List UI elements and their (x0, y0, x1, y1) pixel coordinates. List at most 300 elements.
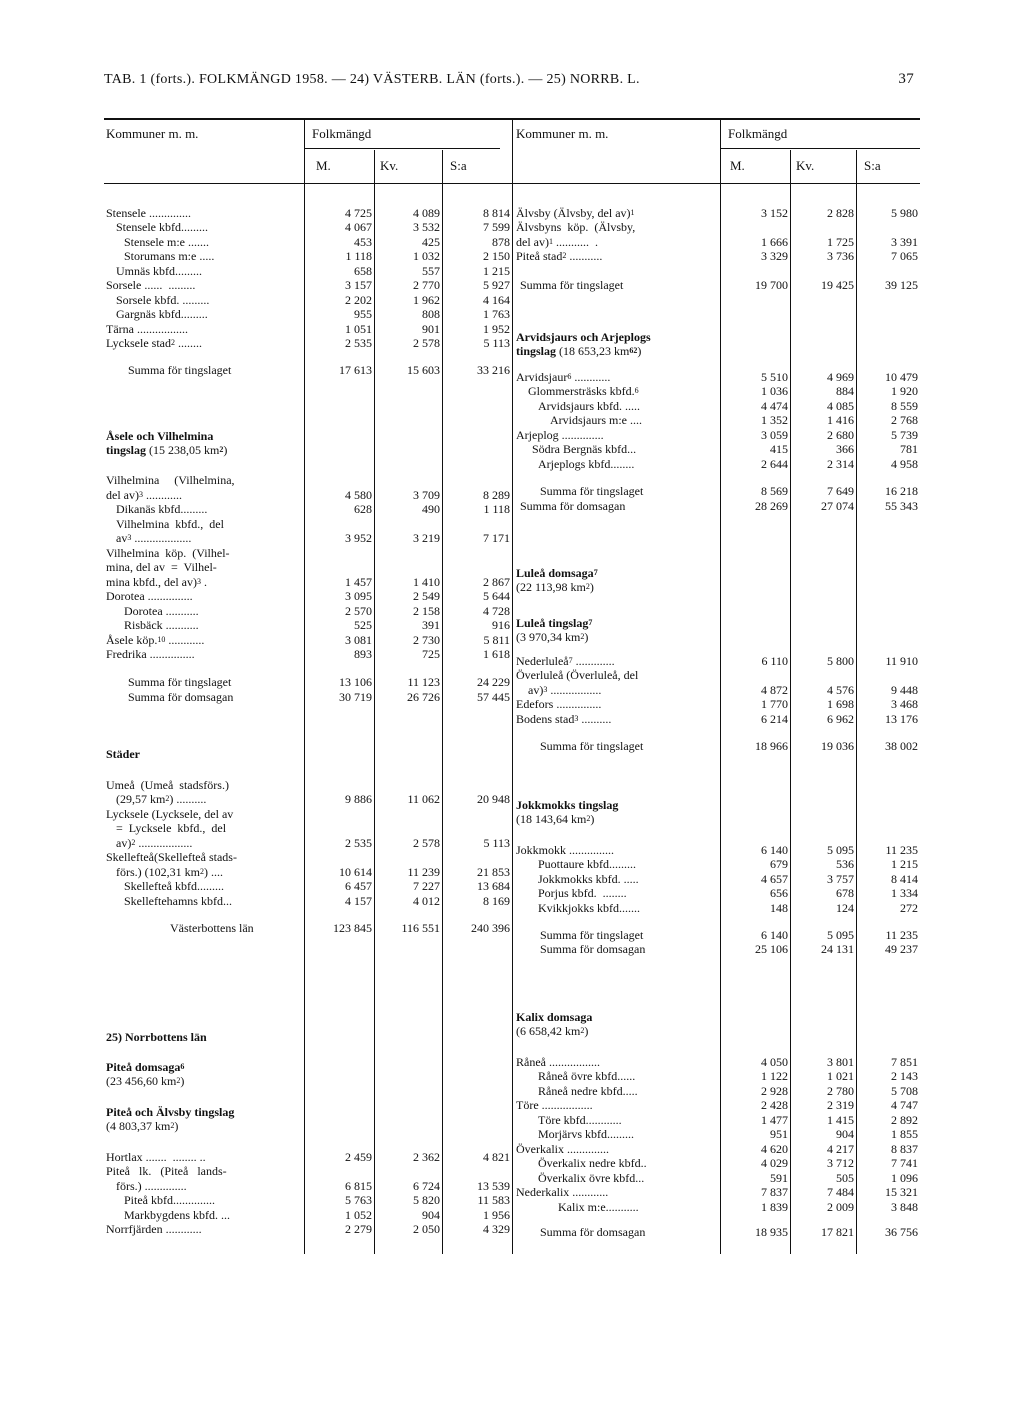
label-text: (23 456,60 km (106, 1074, 177, 1088)
label-text: Råneå övre kbfd...... (538, 1069, 636, 1083)
right-row-label (528, 684, 601, 697)
right-m-value: 3 329 (761, 249, 788, 263)
label-text: Summa för tingslaget (520, 278, 624, 292)
label-text: Kalix domsaga (516, 1010, 593, 1024)
left-row-label (106, 808, 233, 821)
left-row-label (116, 503, 207, 516)
left-kv-value: 904 (422, 1208, 440, 1222)
right-kv-value: 3 736 (827, 249, 854, 263)
left-row-label (124, 1194, 215, 1207)
right-m-value: 591 (770, 1171, 788, 1185)
right-kv-value: 4 576 (827, 683, 854, 697)
left-sa-value: 24 229 (477, 675, 510, 689)
left-row-label (124, 880, 224, 893)
label-text: av) (116, 836, 132, 850)
kv-header-right: Kv. (796, 158, 815, 173)
left-kv-value: 2 578 (413, 336, 440, 350)
left-row-label (106, 576, 207, 589)
label-text: Vilhelmina kbfd., del (116, 517, 224, 531)
label-text: Summa för domsagan (540, 1225, 646, 1239)
label-text: Västerbottens län (170, 921, 254, 935)
left-m-value: 9 886 (345, 792, 372, 806)
label-text: mina, del av = Vilhel- (106, 560, 217, 574)
label-text: Luleå domsaga (516, 566, 594, 580)
footnote-marker: 10 (157, 635, 166, 644)
right-sa-value: 3 468 (891, 697, 918, 711)
right-m-value: 2 644 (761, 457, 788, 471)
right-m-value: 4 474 (761, 399, 788, 413)
left-row-label (116, 837, 192, 850)
right-row-label (538, 458, 634, 471)
label-text: Skellefteå(Skellefteå stads- (106, 850, 237, 864)
right-kv-value: 2 780 (827, 1084, 854, 1098)
right-m-value: 8 569 (761, 484, 788, 498)
right-sa-value: 2 892 (891, 1113, 918, 1127)
label-text: = Lycksele kbfd., del (116, 821, 227, 835)
right-row-label (540, 1226, 645, 1239)
right-row-label (516, 713, 611, 726)
right-kv-value: 884 (836, 384, 854, 398)
right-row-label (540, 929, 643, 942)
left-kv-value: 11 123 (407, 675, 440, 689)
left-row-label (106, 444, 227, 457)
label-text: Edefors ............... (516, 697, 602, 711)
left-row-label (106, 474, 235, 487)
label-text: Jokkmokks kbfd. ..... (538, 872, 639, 886)
right-m-value: 1 770 (761, 697, 788, 711)
right-sa-value: 2 143 (891, 1069, 918, 1083)
right-row-label (516, 207, 635, 220)
right-row-label (516, 698, 601, 711)
right-m-value: 28 269 (755, 499, 788, 513)
right-row-label (516, 236, 598, 249)
left-sa-value: 21 853 (477, 865, 510, 879)
left-sa-value: 8 814 (483, 206, 510, 220)
label-text: förs.) (102,31 km (116, 865, 200, 879)
folkmangd-header-left: Folkmängd (312, 126, 372, 141)
label-text: Piteå domsaga (106, 1060, 181, 1074)
label-tail: ) (180, 1074, 185, 1088)
left-row-label (106, 1223, 202, 1236)
label-text: Sorsele kbfd. ......... (116, 293, 210, 307)
label-text: Skellefteå kbfd......... (124, 879, 224, 893)
left-kv-value: 425 (422, 235, 440, 249)
right-sa-value: 8 414 (891, 872, 918, 886)
right-row-label (516, 655, 615, 668)
label-text: Stensele kbfd......... (116, 220, 208, 234)
right-m-value: 6 110 (761, 654, 788, 668)
right-m-value: 3 059 (761, 428, 788, 442)
right-row-label (538, 1128, 634, 1141)
left-m-value: 658 (354, 264, 372, 278)
footnote-marker: 2 (585, 582, 590, 591)
right-sa-value: 3 848 (891, 1200, 918, 1214)
label-tail: . (200, 575, 207, 589)
right-row-label (540, 943, 645, 956)
label-tail: ) (584, 630, 589, 644)
right-row-label (516, 617, 592, 630)
left-kv-value: 26 726 (407, 690, 440, 704)
left-m-value: 17 613 (339, 363, 372, 377)
footnote-marker: 6 (634, 386, 639, 395)
left-kv-value: 2 050 (413, 1222, 440, 1236)
label-text: Kvikkjokks kbfd....... (538, 901, 640, 915)
left-sa-value: 20 948 (477, 792, 510, 806)
folkmangd-rule-right (720, 148, 920, 149)
label-text: Fredrika ............... (106, 647, 195, 661)
right-row-label (516, 1011, 592, 1024)
label-tail: ........ (174, 336, 202, 350)
right-m-value: 25 106 (755, 942, 788, 956)
right-kv-value: 678 (836, 886, 854, 900)
right-kv-value: 4 217 (827, 1142, 854, 1156)
left-sa-value: 57 445 (477, 690, 510, 704)
right-row-label (516, 429, 604, 442)
footnote-marker: 2 (633, 346, 638, 355)
left-kv-value: 391 (422, 618, 440, 632)
label-tail: .......... (578, 712, 612, 726)
left-sa-value: 4 821 (483, 1150, 510, 1164)
label-text: Arvidsjaurs kbfd. ..... (538, 399, 640, 413)
right-kv-value: 3 757 (827, 872, 854, 886)
right-row-label (516, 345, 641, 358)
left-m-value: 1 457 (345, 575, 372, 589)
left-kv-value: 116 551 (401, 921, 440, 935)
footnote-marker: 3 (127, 533, 132, 542)
left-sa-value: 1 956 (483, 1208, 510, 1222)
label-text: (22 113,98 km (516, 580, 586, 594)
left-row-label (116, 265, 202, 278)
label-tail: ) (590, 812, 595, 826)
right-row-label (538, 858, 636, 871)
label-text: Jokkmokk ............... (516, 843, 615, 857)
left-row-label (106, 851, 237, 864)
right-sa-value: 4 747 (891, 1098, 918, 1112)
label-text: Summa för tingslaget (540, 928, 644, 942)
right-kv-value: 1 021 (827, 1069, 854, 1083)
right-sa-value: 11 235 (885, 928, 918, 942)
left-sa-value: 878 (492, 235, 510, 249)
label-text: Arjeplog .............. (516, 428, 604, 442)
left-sa-value: 4 164 (483, 293, 510, 307)
label-tail: ................... (131, 531, 192, 545)
left-m-value: 955 (354, 307, 372, 321)
label-tail: ) (589, 580, 594, 594)
left-kv-value: 557 (422, 264, 440, 278)
left-kv-value: 3 532 (413, 220, 440, 234)
left-kv-value: 7 227 (413, 879, 440, 893)
left-sa-value: 5 811 (483, 633, 510, 647)
label-text: Summa för tingslaget (540, 739, 644, 753)
label-text: Risbäck ........... (124, 618, 199, 632)
label-text: (3 970,34 km (516, 630, 581, 644)
label-text: (29,57 km (116, 792, 166, 806)
label-text: (4 803,37 km (106, 1119, 171, 1133)
right-m-value: 5 510 (761, 370, 788, 384)
left-row-label (124, 895, 232, 908)
left-row-label (124, 1209, 230, 1222)
right-row-label (558, 1201, 639, 1214)
label-tail: ............ (165, 633, 205, 647)
left-m-value: 6 457 (345, 879, 372, 893)
footnote-marker: 2 (170, 338, 175, 347)
left-m-value: 1 052 (345, 1208, 372, 1222)
label-text: Storumans m:e ..... (124, 249, 215, 263)
left-row-label (124, 605, 199, 618)
right-row-label (538, 887, 627, 900)
footnote-marker: 2 (580, 632, 585, 641)
left-m-value: 3 095 (345, 589, 372, 603)
right-row-label (516, 221, 635, 234)
left-kv-value: 808 (422, 307, 440, 321)
left-row-label (106, 337, 202, 350)
kv-header-left: Kv. (380, 158, 399, 173)
left-kv-value: 1 962 (413, 293, 440, 307)
left-m-value: 30 719 (339, 690, 372, 704)
left-kv-value: 2 549 (413, 589, 440, 603)
left-row-label (124, 619, 199, 632)
left-kv-value: 4 012 (413, 894, 440, 908)
label-text: Summa för tingslaget (540, 484, 644, 498)
left-kv-value: 2 730 (413, 633, 440, 647)
label-text: Arvidsjaurs m:e .... (550, 413, 642, 427)
left-kv-value: 1 032 (413, 249, 440, 263)
left-row-label (106, 1165, 227, 1178)
left-kv-value: 11 239 (407, 865, 440, 879)
right-row-label (516, 1056, 600, 1069)
right-sa-value: 8 837 (891, 1142, 918, 1156)
left-sa-value: 5 927 (483, 278, 510, 292)
left-sa-value: 1 618 (483, 647, 510, 661)
left-row-label (106, 648, 195, 661)
label-text: Glommersträsks kbfd. (528, 384, 635, 398)
right-kv-value: 2 680 (827, 428, 854, 442)
label-text: Summa för tingslaget (128, 675, 232, 689)
left-m-value: 13 106 (339, 675, 372, 689)
right-kv-value: 19 036 (821, 739, 854, 753)
left-m-value: 1 118 (345, 249, 372, 263)
left-kv-value: 3 219 (413, 531, 440, 545)
label-text: Lycksele (Lycksele, del av (106, 807, 234, 821)
right-row-label (516, 371, 610, 384)
right-kv-value: 1 416 (827, 413, 854, 427)
left-sa-value: 240 396 (471, 921, 510, 935)
right-kv-value: 2 009 (827, 1200, 854, 1214)
right-row-label (516, 631, 588, 644)
left-m-value: 123 845 (333, 921, 372, 935)
left-m-value: 2 202 (345, 293, 372, 307)
left-row-label (170, 922, 254, 935)
right-sa-value: 13 176 (885, 712, 918, 726)
col-divider-left-sa (442, 150, 443, 1254)
label-text: Älvsby (Älvsby, del av) (516, 206, 631, 220)
right-sa-value: 7 741 (891, 1156, 918, 1170)
right-row-label (516, 331, 651, 344)
right-row-label (520, 500, 625, 513)
right-sa-value: 8 559 (891, 399, 918, 413)
right-sa-value: 5 980 (891, 206, 918, 220)
left-m-value: 4 725 (345, 206, 372, 220)
left-m-value: 2 459 (345, 1150, 372, 1164)
label-tail: (18 653,23 km (556, 344, 630, 358)
footnote-marker: 6 (629, 346, 634, 355)
right-row-label (538, 1157, 647, 1170)
page-title: TAB. 1 (forts.). FOLKMÄNGD 1958. — 24) VÄSTERB. LÄN (forts.). — 25) NORRB. L. (104, 72, 640, 87)
right-row-label (538, 902, 640, 915)
right-m-value: 1 352 (761, 413, 788, 427)
footnote-marker: 7 (568, 656, 573, 665)
right-sa-value: 11 910 (885, 654, 918, 668)
label-text: Älvsbyns köp. (Älvsby, (516, 220, 636, 234)
label-text: Skelleftehamns kbfd... (124, 894, 232, 908)
folkmangd-rule-left (304, 148, 500, 149)
label-text: Stensele .............. (106, 206, 191, 220)
right-m-value: 4 050 (761, 1055, 788, 1069)
left-sa-value: 5 113 (483, 336, 510, 350)
right-row-label (516, 669, 638, 682)
left-m-value: 3 081 (345, 633, 372, 647)
left-sa-value: 4 329 (483, 1222, 510, 1236)
label-text: del av) (106, 488, 139, 502)
right-row-label (516, 250, 602, 263)
right-row-label (516, 567, 598, 580)
label-text: Dorotea ........... (124, 604, 199, 618)
left-kv-value: 2 578 (413, 836, 440, 850)
left-row-label (106, 779, 229, 792)
label-text: Råneå ................. (516, 1055, 600, 1069)
left-row-label (106, 748, 140, 761)
right-row-label (538, 873, 639, 886)
right-row-label (516, 1099, 593, 1112)
label-text: Lycksele stad (106, 336, 171, 350)
label-text: av (116, 531, 128, 545)
right-kv-value: 366 (836, 442, 854, 456)
left-row-label (106, 489, 182, 502)
footnote-marker: 2 (586, 814, 591, 823)
label-text: Piteå kbfd.............. (124, 1193, 215, 1207)
right-kv-value: 2 828 (827, 206, 854, 220)
left-sa-value: 2 867 (483, 575, 510, 589)
right-m-value: 6 140 (761, 928, 788, 942)
footnote-marker: 3 (196, 577, 201, 586)
left-row-label (106, 279, 195, 292)
label-tail: ) .... (204, 865, 223, 879)
left-kv-value: 490 (422, 502, 440, 516)
label-text: Summa för domsagan (128, 690, 234, 704)
right-row-label (516, 813, 594, 826)
label-tail: ) (584, 1024, 589, 1038)
left-kv-value: 15 603 (407, 363, 440, 377)
m-header-left: M. (316, 158, 331, 173)
right-sa-value: 781 (900, 442, 918, 456)
left-kv-value: 2 770 (413, 278, 440, 292)
label-text: Åsele köp. (106, 633, 158, 647)
right-sa-value: 7 851 (891, 1055, 918, 1069)
right-sa-value: 36 756 (885, 1225, 918, 1239)
label-text: Piteå och Älvsby tingslag (106, 1105, 235, 1119)
right-m-value: 18 966 (755, 739, 788, 753)
right-kv-value: 5 800 (827, 654, 854, 668)
left-row-label (128, 364, 231, 377)
right-sa-value: 55 343 (885, 499, 918, 513)
right-m-value: 4 620 (761, 1142, 788, 1156)
right-kv-value: 3 712 (827, 1156, 854, 1170)
left-row-label (116, 294, 209, 307)
footnote-marker: 3 (138, 490, 143, 499)
left-sa-value: 5 113 (483, 836, 510, 850)
label-tail: ) (223, 443, 228, 457)
label-text: Överluleå (Överluleå, del (516, 668, 639, 682)
footnote-marker: 6 (567, 372, 572, 381)
label-text: tingslag (106, 443, 147, 457)
right-kv-value: 5 095 (827, 928, 854, 942)
right-row-label (516, 844, 614, 857)
left-row-label (106, 634, 204, 647)
label-text: (6 658,42 km (516, 1024, 581, 1038)
folkmangd-header-right: Folkmängd (728, 126, 788, 141)
left-row-label (106, 1031, 207, 1044)
label-text: Summa för tingslaget (128, 363, 232, 377)
left-kv-value: 3 709 (413, 488, 440, 502)
right-sa-value: 38 002 (885, 739, 918, 753)
right-m-value: 1 477 (761, 1113, 788, 1127)
left-row-label (128, 691, 233, 704)
left-m-value: 2 535 (345, 336, 372, 350)
label-text: Sorsele ...... ......... (106, 278, 196, 292)
label-tail: ............ (571, 370, 611, 384)
sa-header-right: S:a (864, 158, 881, 173)
left-m-value: 4 157 (345, 894, 372, 908)
left-sa-value: 1 215 (483, 264, 510, 278)
footnote-marker: 7 (588, 618, 593, 627)
right-row-label (538, 1172, 644, 1185)
label-text: Överkalix .............. (516, 1142, 609, 1156)
footnote-marker: 3 (574, 714, 579, 723)
left-row-label (116, 793, 206, 806)
footnote-marker: 1 (548, 237, 553, 246)
left-sa-value: 916 (492, 618, 510, 632)
footnote-marker: 2 (131, 838, 136, 847)
label-text: Markbygdens kbfd. ... (124, 1208, 230, 1222)
right-kv-value: 5 095 (827, 843, 854, 857)
label-text: Nederluleå (516, 654, 569, 668)
col-divider-left-kv (374, 150, 375, 1254)
right-kv-value: 4 085 (827, 399, 854, 413)
left-m-value: 893 (354, 647, 372, 661)
label-text: del av) (516, 235, 549, 249)
right-kv-value: 904 (836, 1127, 854, 1141)
label-text: Bodens stad (516, 712, 575, 726)
label-tail: ........... (566, 249, 603, 263)
label-text: Dikanäs kbfd......... (116, 502, 208, 516)
label-tail: ............ (142, 488, 182, 502)
label-text: Tärna ................. (106, 322, 188, 336)
left-row-label (128, 676, 231, 689)
left-row-label (116, 1180, 187, 1193)
label-tail: (15 238,05 km (146, 443, 220, 457)
right-sa-value: 5 708 (891, 1084, 918, 1098)
left-sa-value: 11 583 (477, 1193, 510, 1207)
label-text: Stensele m:e ....... (124, 235, 209, 249)
left-row-label (116, 822, 226, 835)
right-sa-value: 272 (900, 901, 918, 915)
right-kv-value: 27 074 (821, 499, 854, 513)
left-row-label (106, 1151, 206, 1164)
label-text: förs.) .............. (116, 1179, 187, 1193)
label-text: Dorotea ............... (106, 589, 193, 603)
label-text: Umnäs kbfd......... (116, 264, 202, 278)
label-text: Överkalix nedre kbfd.. (538, 1156, 647, 1170)
